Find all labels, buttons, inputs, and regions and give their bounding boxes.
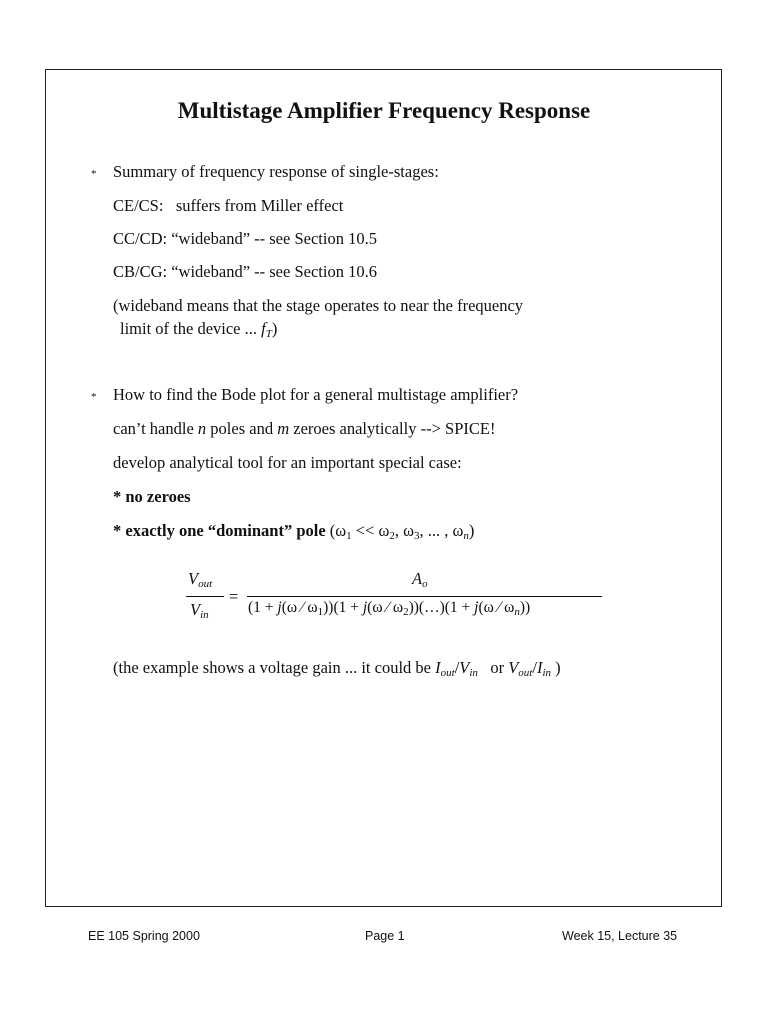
pole-sub-n: n [463, 530, 469, 542]
rhs-fraction-bar [247, 596, 602, 597]
cb-cg-line: CB/CG: “wideband” -- see Section 10.6 [113, 262, 377, 281]
m-symbol: m [277, 419, 290, 438]
v-symbol: V [459, 658, 470, 677]
lhs-numerator [188, 569, 212, 590]
pole-text-c: , ω [394, 521, 415, 540]
note-text: limit of the device ... [120, 319, 262, 338]
pole-text-e: ) [468, 521, 475, 540]
note-close: ) [271, 319, 278, 338]
example-note [113, 658, 561, 679]
pole-sub-3: 3 [414, 530, 420, 542]
ce-cs-line [113, 196, 343, 216]
in-subscript: in [469, 667, 478, 679]
example-close: ) [551, 658, 561, 677]
wideband-note-line1: (wideband means that the stage operates to near the frequency [113, 296, 524, 315]
i-symbol: I [536, 658, 543, 677]
lhs-fraction-bar [186, 596, 224, 597]
rhs-denominator [248, 599, 530, 618]
out-subscript: out [518, 667, 533, 679]
j-symbol: j [277, 599, 282, 616]
j-symbol: j [362, 599, 368, 616]
dominant-pole-bold: * exactly one “dominant” pole [113, 521, 326, 540]
bullet-1: * [91, 168, 97, 180]
lhs-denominator [190, 600, 209, 621]
bullet-2: * [91, 391, 97, 403]
i-symbol: I [435, 658, 441, 677]
ft-symbol: f [261, 319, 266, 338]
page-title: Multistage Amplifier Frequency Response [177, 98, 591, 123]
pole-text-b: << ω [351, 521, 390, 540]
footer-course: EE 105 Spring 2000 [88, 929, 200, 943]
den-part: ))(…)(1 + [408, 599, 475, 616]
den-part: (1 + [248, 599, 278, 616]
o-subscript: o [422, 578, 428, 590]
dominant-pole-line [113, 521, 474, 542]
ce-cs-text: suffers from Miller effect [175, 196, 344, 215]
den-part: ))(1 + [323, 599, 363, 616]
out-subscript: out [198, 578, 213, 590]
summary-intro: Summary of frequency response of single-stages: [113, 162, 439, 181]
den-part: )) [519, 599, 531, 616]
ft-subscript: T [265, 328, 272, 340]
pole-sub-2: 2 [389, 530, 395, 542]
v-symbol: V [188, 569, 199, 588]
out-subscript: out [440, 667, 455, 679]
cant-handle-line [113, 419, 495, 439]
equals-sign: = [229, 587, 239, 606]
den-part: (ω ⁄ ω [281, 599, 318, 616]
no-zeroes-line: * no zeroes [113, 487, 191, 506]
a-symbol: A [412, 569, 423, 588]
n-symbol: n [197, 419, 207, 438]
footer-page-number: Page 1 [365, 929, 405, 943]
rhs-numerator [412, 569, 428, 590]
den-part: (ω ⁄ ω [478, 599, 515, 616]
pole-text-a: (ω [325, 521, 347, 540]
bode-question: How to find the Bode plot for a general multistage amplifier? [113, 385, 519, 404]
ce-cs-label: CE/CS: [113, 196, 164, 215]
footer-week-lecture: Week 15, Lecture 35 [562, 929, 678, 943]
cant-text-c: zeroes analytically --> SPICE! [289, 419, 496, 438]
in-subscript: in [200, 609, 209, 621]
cant-text-a: can’t handle [113, 419, 198, 438]
den-sub-n: n [514, 606, 520, 618]
slash: / [532, 658, 537, 677]
den-sub-1: 1 [317, 606, 324, 618]
j-symbol: j [474, 599, 479, 616]
pole-text-d: , ... , ω [419, 521, 464, 540]
slash: / [454, 658, 460, 677]
pole-sub-1: 1 [346, 530, 352, 542]
wideband-note-line2 [120, 319, 277, 340]
example-text: (the example shows a voltage gain ... it could be [113, 658, 436, 677]
in-subscript: in [542, 667, 551, 679]
or-text: or [477, 658, 509, 677]
v-symbol: V [508, 658, 519, 677]
v-symbol: V [190, 600, 201, 619]
cant-text-b: poles and [206, 419, 278, 438]
develop-line: develop analytical tool for an important special case: [113, 453, 462, 472]
den-sub-2: 2 [403, 606, 409, 618]
cc-cd-line: CC/CD: “wideband” -- see Section 10.5 [113, 229, 377, 248]
den-part: (ω ⁄ ω [367, 599, 404, 616]
